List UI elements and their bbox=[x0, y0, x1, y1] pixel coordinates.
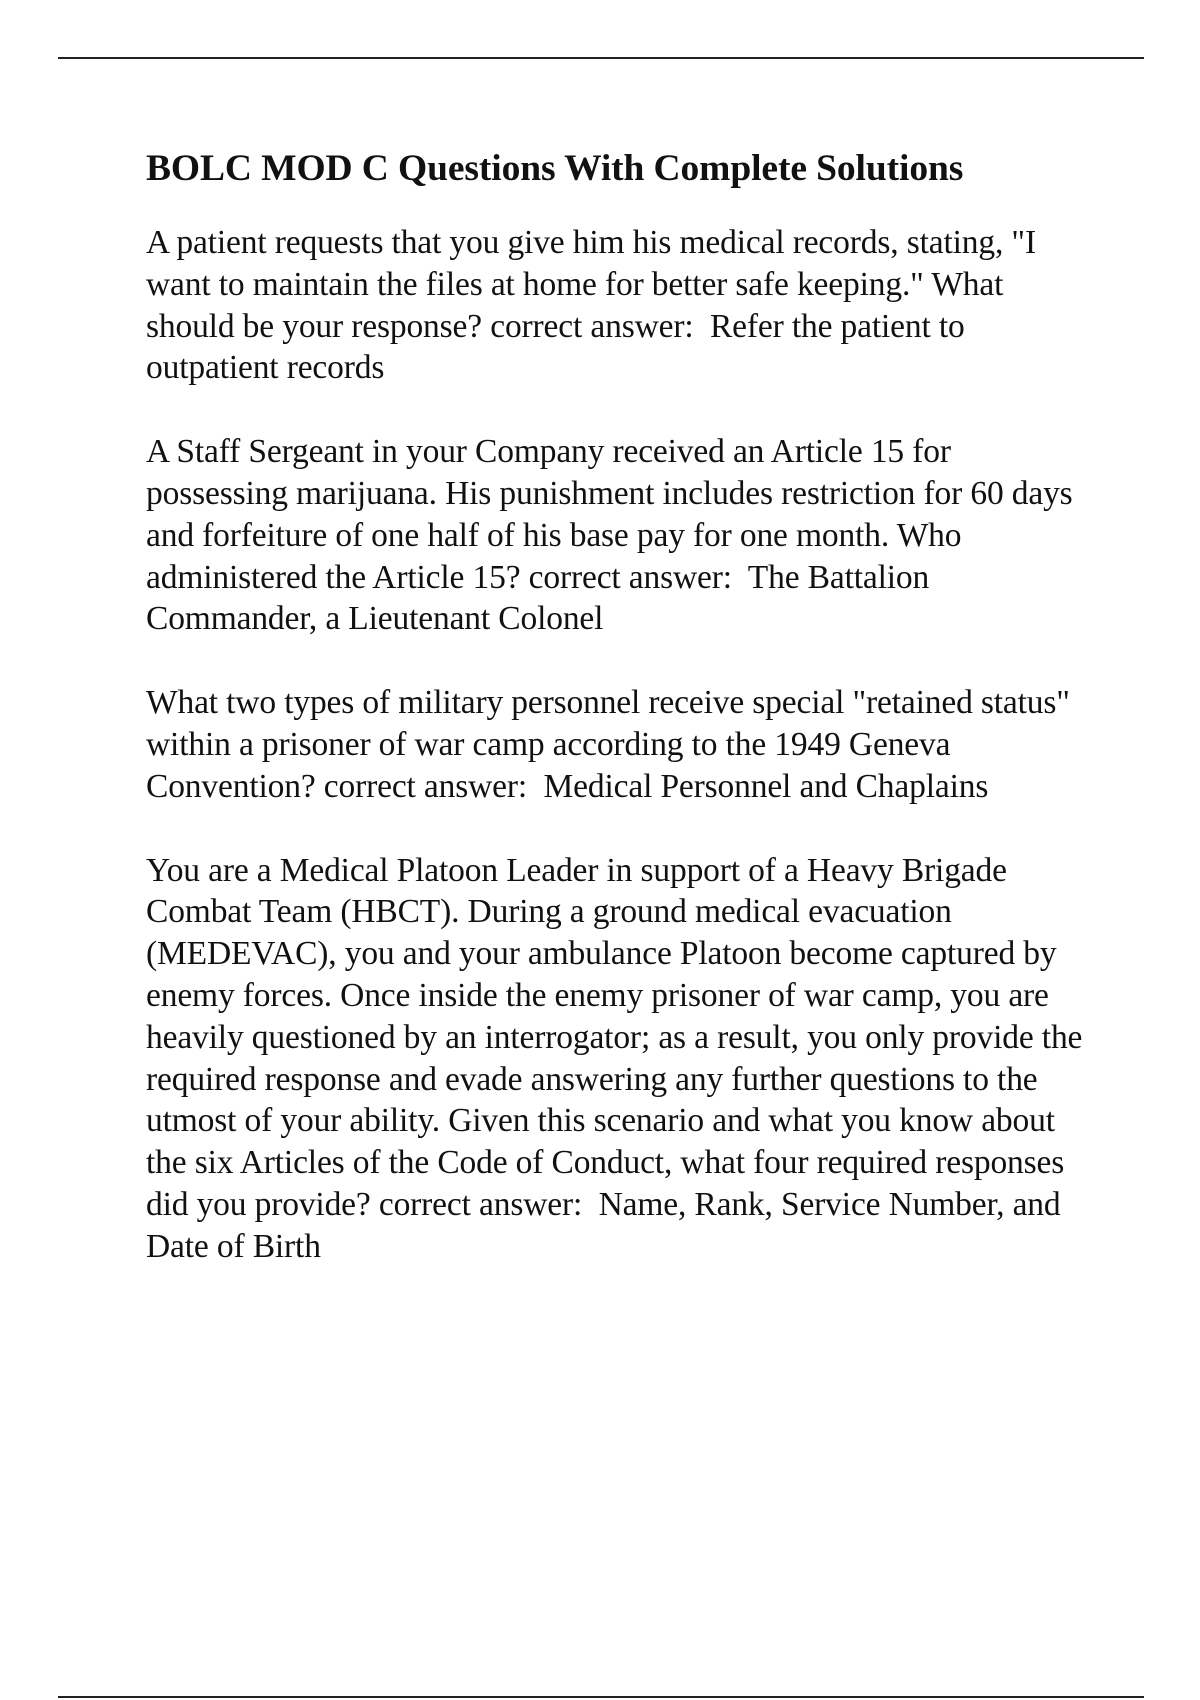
answer-text: Refer the patient to outpatient records bbox=[146, 307, 965, 387]
answer-label: correct answer: bbox=[528, 558, 732, 596]
qa-item-3 bbox=[146, 682, 1096, 807]
question-text: What two types of military personnel receive special "retained status" within a prisoner of war camp according to the 1949 Geneva Convention? bbox=[146, 684, 1070, 805]
question-text: A Staff Sergeant in your Company received an Article 15 for possessing marijuana. His punishment includes restriction for 60 days and forfeiture of one half of his base pay for one month. Who administered the Article 15? bbox=[146, 433, 1073, 596]
qa-item-2 bbox=[146, 431, 1096, 640]
top-divider bbox=[58, 57, 1144, 59]
answer-label: correct answer: bbox=[378, 1185, 583, 1223]
answer-label: correct answer: bbox=[490, 307, 694, 345]
qa-item-4 bbox=[146, 850, 1096, 1268]
answer-label: correct answer: bbox=[323, 767, 528, 805]
question-text: A patient requests that you give him his medical records, stating, "I want to maintain the files at home for better safe keeping." What should be your response? bbox=[146, 224, 1036, 345]
document-body bbox=[146, 146, 1096, 1310]
answer-text: Name, Rank, Service Number, and Date of Birth bbox=[146, 1185, 1061, 1265]
answer-text: The Battalion Commander, a Lieutenant Colonel bbox=[146, 558, 930, 638]
bottom-divider bbox=[58, 1696, 1144, 1698]
answer-text: Medical Personnel and Chaplains bbox=[543, 767, 989, 805]
question-text: You are a Medical Platoon Leader in support of a Heavy Brigade Combat Team (HBCT). During a ground medical evacuation (MEDEVAC), you and your ambulance Platoon become captured by enemy forces. Once inside the enemy prisoner of war camp, you are heavily questioned by an interrogator; as a result, you only provide the required response and evade answering any further questions to the utmost of your ability. Given this scenario and what you know about the six Articles of the Code of Conduct, what four required responses did you provide? bbox=[146, 851, 1083, 1223]
qa-item-1 bbox=[146, 222, 1096, 389]
document-title: BOLC MOD C Questions With Complete Solutions bbox=[146, 148, 964, 189]
